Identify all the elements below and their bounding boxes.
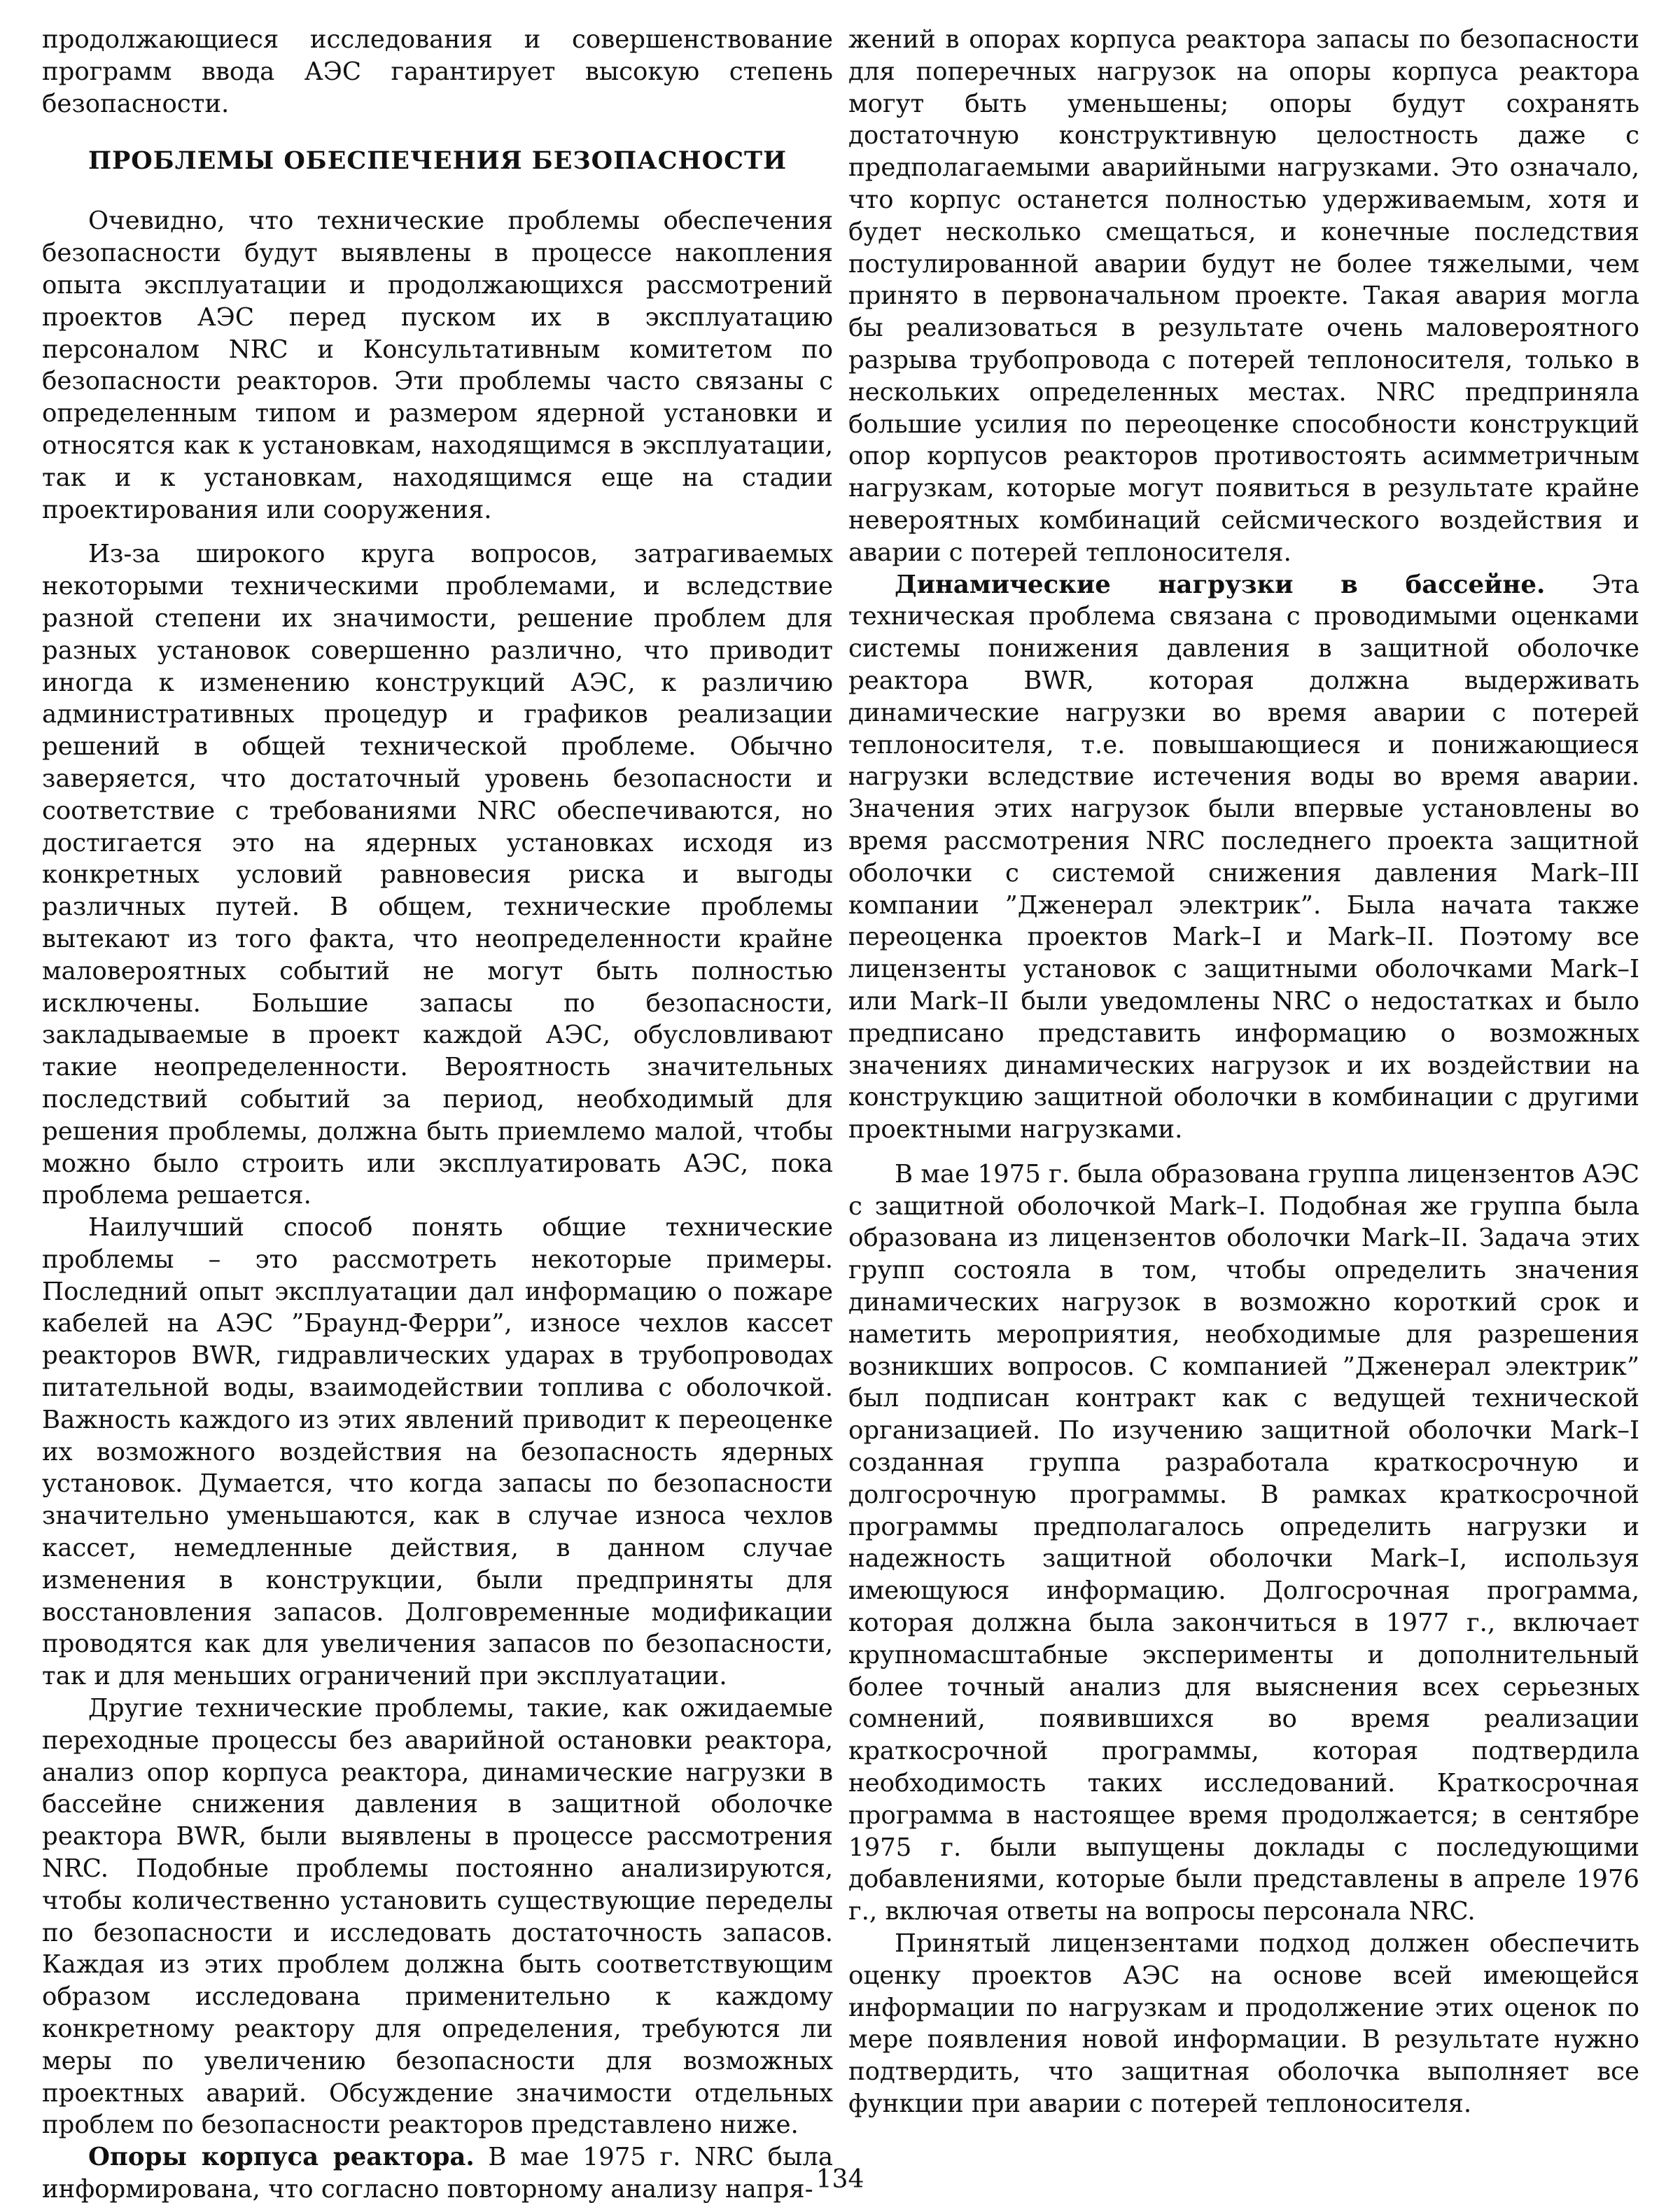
- section-heading: ПРОБЛЕМЫ ОБЕСПЕЧЕНИЯ БЕЗОПАСНОСТИ: [88, 146, 788, 176]
- paragraph: Принятый лицензентами подход должен обеспечить оценку проектов АЭС на основе всей имеющейся информации по нагрузкам и продолжение этих оценок по мере появления новой информации. В результате нужно подтвердить, что защитная оболочка выполняет все функции при аварии с потерей теплоносителя.: [848, 1929, 1639, 2118]
- paragraph: Наилучший способ понять общие технические проблемы – это рассмотреть некоторые примеры. Последний опыт эксплуатации дал информацию о пожаре кабелей на АЭС ”Браунд-Ферри”, износе чехлов кассет реакторов BWR, гидравлических ударах в трубопроводах питательной воды, взаимодействии топлива с оболочкой. Важность каждого из этих явлений приводит к переоценке их возможного воздействия на безопасность ядерных установок. Думается, что когда запасы по безопасности значительно уменьшаются, как в случае износа чехлов кассет, немедленные действия, в данном случае изменения в конструкции, были предприняты для восстановления запасов. Долговременные модификации проводятся как для увеличения запасов по безопасности, так и для меньших ограничений при эксплуатации.: [42, 1213, 833, 1691]
- paragraph-text: Эта техническая проблема связана с проводимыми оценками системы понижения давления в защитной оболочке реактора BWR, которая должна выдерживать динамические нагрузки во время аварии с потерей теплоносителя, т.е. повышающиеся и понижающиеся нагрузки вследствие истечения воды во время аварии. Значения этих нагрузок были впервые установлены во время рассмотрения NRC последнего проекта защитной оболочки с системой снижения давления Mark–III компании ”Дженерал электрик”. Была начата также переоценка проектов Mark–I и Mark–II. Поэтому все лицензенты установок с защитными оболочками Mark–I или Mark–II были уведомлены NRC о недостатках и было предписано представить информацию о возможных значениях динамических нагрузок и их воздействии на конструкцию защитной оболочки в комбинации с другими проектными нагрузками.: [848, 570, 1639, 1144]
- paragraph-continuation: жений в опорах корпуса реактора запасы по безопасности для поперечных нагрузок на опоры корпуса реактора могут быть уменьшены; опоры будут сохранять достаточную конструктивную целостность даже с предполагаемыми аварийными нагрузками. Это означало, что корпус останется полностью удерживаемым, хотя и будет несколько смещаться, и конечные последствия постулированной аварии будут не более тяжелыми, чем принято в первоначальном проекте. Такая авария могла бы реализоваться в результате очень маловероятного разрыва трубопровода с потерей теплоносителя, только в нескольких определенных местах. NRC предприняла большие усилия по переоценке способности конструкций опор корпусов реакторов противостоять асимметричным нагрузкам, которые могут появиться в результате крайне невероятных комбинаций сейсмического воздействия и аварии с потерей теплоносителя.: [848, 25, 1639, 567]
- paragraph-pool-dynamic-loads: [848, 569, 1639, 1146]
- paragraph: Из-за широкого круга вопросов, затрагиваемых некоторыми техническими проблемами, и вследствие разной степени их значимости, решение проблем для разных установок совершенно различно, что приводит иногда к изменению конструкций АЭС, к различию административных процедур и графиков реализации решений в общей технической проблеме. Обычно заверяется, что достаточный уровень безопасности и соответствие с требованиями NRC обеспечиваются, но достигается это на ядерных установках исходя из конкретных условий равновесия риска и выгоды различных путей. В общем, технические проблемы вытекают из того факта, что неопределенности крайне маловероятных событий не могут быть полностью исключены. Большие запасы по безопасности, закладываемые в проект каждой АЭС, обусловливают такие неопределенности. Вероятность значительных последствий событий за период, необходимый для решения проблемы, должна быть приемлемо малой, чтобы можно было строить или эксплуатировать АЭС, пока проблема решается.: [42, 540, 833, 1210]
- paragraph-text: В мае 1975 г. NRC была информирована, что согласно повторному анализу напря-: [42, 2143, 833, 2204]
- paragraph: В мае 1975 г. была образована группа лицензентов АЭС с защитной оболочкой Mark–I. Подобная же группа была образована из лицензентов оболочки Mark–II. Задача этих групп состояла в том, чтобы определить значения динамических нагрузок в возможно короткий срок и наметить мероприятия, необходимые для разрешения возникших вопросов. С компанией ”Дженерал электрик” был подписан контракт как с ведущей технической организацией. По изучению защитной оболочки Mark–I созданная группа разработала краткосрочную и долгосрочную программы. В рамках краткосрочной программы предполагалось определить нагрузки и надежность защитной оболочки Mark–I, используя имеющуюся информацию. Долгосрочная программа, которая должна была закончиться в 1977 г., включает крупномасштабные эксперименты и дополнительный более точный анализ для выяснения всех серьезных сомнений, появившихся во время реализации краткосрочной программы, которая подтвердила необходимость таких исследований. Краткосрочная программа в настоящее время продолжается; в сентябре 1975 г. были выпущены доклады с последующими добавлениями, которые были представлены в апреле 1976 г., включая ответы на вопросы персонала NRC.: [848, 1159, 1639, 1926]
- paragraph-continuation: продолжающиеся исследования и совершенствование программ ввода АЭС гарантирует высокую степень безопасности.: [42, 25, 833, 118]
- paragraph: Очевидно, что технические проблемы обеспечения безопасности будут выявлены в процессе накопления опыта эксплуатации и продолжающихся рассмотрений проектов АЭС перед пуском их в эксплуатацию персоналом NRC и Консультативным комитетом по безопасности реакторов. Эти проблемы часто связаны с определенным типом и размером ядерной установки и относятся как к установкам, находящимся в эксплуатации, так и к установкам, находящимся еще на стадии проектирования или сооружения.: [42, 206, 833, 524]
- page-number: 134: [816, 2165, 864, 2194]
- paragraph: Другие технические проблемы, такие, как ожидаемые переходные процессы без аварийной остановки реактора, анализ опор корпуса реактора, динамические нагрузки в бассейне снижения давления в защитной оболочке реактора BWR, были выявлены в процессе рассмотрения NRC. Подобные проблемы постоянно анализируются, чтобы количественно установить существующие переделы по безопасности и исследовать достаточность запасов. Каждая из этих проблем должна быть соответствующим образом исследована применительно к каждому конкретному реактору для определения, требуются ли меры по увеличению безопасности для возможных проектных аварий. Обсуждение значимости отдельных проблем по безопасности реакторов представлено ниже.: [42, 1694, 833, 2140]
- right-column: [848, 24, 1639, 2120]
- run-in-heading: Опоры корпуса реактора.: [88, 2143, 475, 2172]
- left-column: [42, 24, 833, 2206]
- run-in-heading: Динамические нагрузки в бассейне.: [895, 570, 1546, 599]
